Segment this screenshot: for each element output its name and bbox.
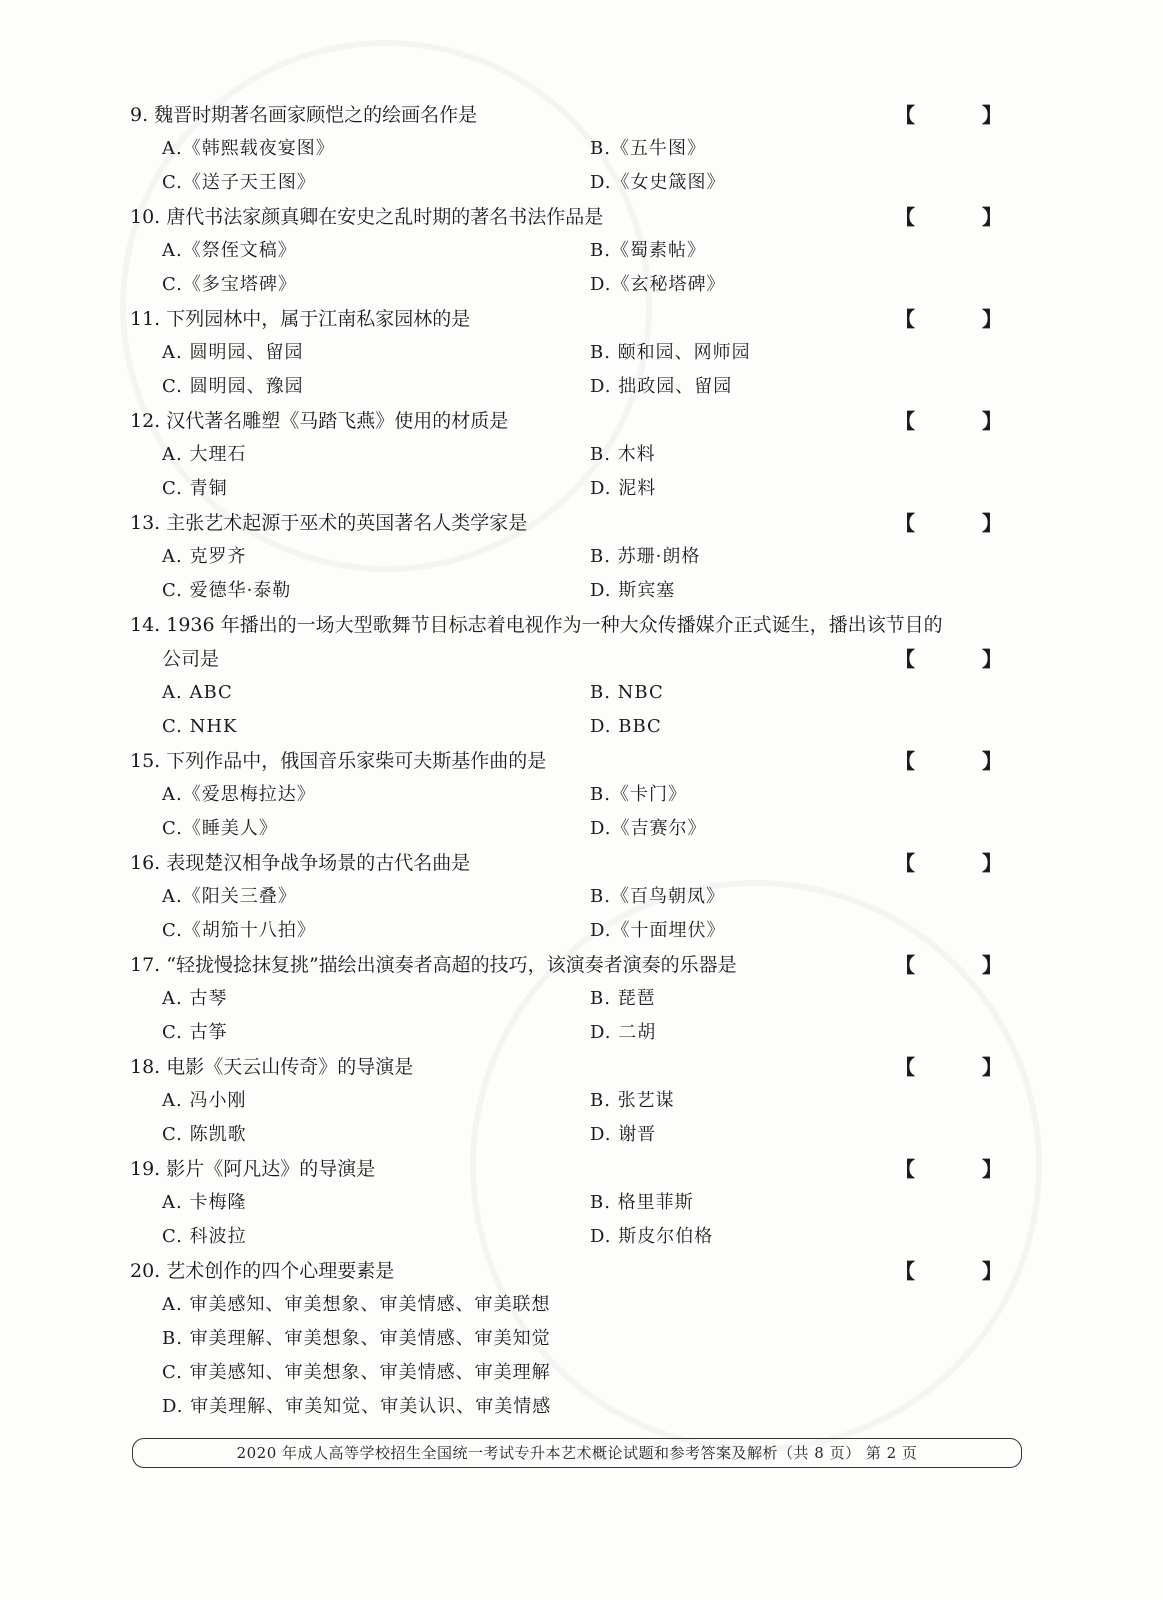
- question-stem: [130, 98, 1040, 132]
- option-b: B.《蜀素帖》: [590, 240, 706, 261]
- question-18: [130, 1050, 1040, 1152]
- question-17: [130, 948, 1040, 1050]
- question-9: [130, 98, 1040, 200]
- question-12: [130, 404, 1040, 506]
- question-16: [130, 846, 1040, 948]
- question-text: 16. 表现楚汉相争战争场景的古代名曲是: [130, 852, 471, 874]
- question-stem: [130, 846, 1040, 880]
- options: [130, 336, 1040, 404]
- question-19: [130, 1152, 1040, 1254]
- question-13: [130, 506, 1040, 608]
- options: [130, 1084, 1040, 1152]
- question-text: 20. 艺术创作的四个心理要素是: [130, 1260, 395, 1282]
- option-c: C. 审美感知、审美想象、审美情感、审美理解: [162, 1362, 551, 1383]
- option-a: A. 卡梅隆: [162, 1192, 247, 1213]
- option-c: C.《胡笳十八拍》: [162, 920, 316, 941]
- option-d: D. 泥料: [590, 478, 657, 499]
- option-a: A.《祭侄文稿》: [162, 240, 297, 261]
- question-text: 13. 主张艺术起源于巫术的英国著名人类学家是: [130, 512, 528, 534]
- option-d: D.《玄秘塔碑》: [590, 274, 726, 295]
- question-text: 17. “轻拢慢捻抹复挑”描绘出演奏者高超的技巧，该演奏者演奏的乐器是: [130, 954, 737, 976]
- question-stem: [130, 302, 1040, 336]
- option-c: C.《睡美人》: [162, 818, 278, 839]
- option-a: A.《韩熙载夜宴图》: [162, 138, 335, 159]
- question-stem: [130, 608, 1040, 642]
- answer-bracket: 【 】: [895, 307, 1032, 331]
- question-20: [130, 1254, 1040, 1424]
- answer-bracket: 【 】: [895, 647, 1032, 671]
- option-b: B. 木料: [590, 444, 656, 465]
- options: [130, 1186, 1040, 1254]
- answer-bracket: 【 】: [895, 205, 1032, 229]
- option-b: B.《卡门》: [590, 784, 687, 805]
- option-d: D.《十面埋伏》: [590, 920, 726, 941]
- option-c: C. 古筝: [162, 1022, 228, 1043]
- options: [130, 1288, 1040, 1424]
- option-b: B.《百鸟朝凤》: [590, 886, 725, 907]
- answer-bracket: 【 】: [895, 749, 1032, 773]
- question-stem: [130, 1152, 1040, 1186]
- question-stem: [130, 404, 1040, 438]
- options: [130, 880, 1040, 948]
- question-text: 12. 汉代著名雕塑《马踏飞燕》使用的材质是: [130, 410, 509, 432]
- question-text: 15. 下列作品中，俄国音乐家柴可夫斯基作曲的是: [130, 750, 547, 772]
- options: [130, 540, 1040, 608]
- options: [130, 676, 1040, 744]
- question-10: [130, 200, 1040, 302]
- page-footer: 2020 年成人高等学校招生全国统一考试专升本艺术概论试题和参考答案及解析（共 8 页） 第 2 页: [132, 1438, 1022, 1468]
- option-a: A. 圆明园、留园: [162, 342, 304, 363]
- question-stem: [130, 506, 1040, 540]
- question-14: [130, 608, 1040, 744]
- question-11: [130, 302, 1040, 404]
- option-c: C. 青铜: [162, 478, 228, 499]
- option-b: B. 琵琶: [590, 988, 656, 1009]
- option-c: C. 圆明园、豫园: [162, 376, 304, 397]
- answer-bracket: 【 】: [895, 511, 1032, 535]
- option-d: D. 斯皮尔伯格: [590, 1226, 714, 1247]
- option-a: A. 克罗齐: [162, 546, 247, 567]
- question-text: 18. 电影《天云山传奇》的导演是: [130, 1056, 414, 1078]
- option-b: B. NBC: [590, 682, 664, 703]
- option-a: A.《阳关三叠》: [162, 886, 297, 907]
- option-c: C.《多宝塔碑》: [162, 274, 297, 295]
- answer-bracket: 【 】: [895, 103, 1032, 127]
- answer-bracket: 【 】: [895, 409, 1032, 433]
- option-d: D. 斯宾塞: [590, 580, 676, 601]
- question-text: 10. 唐代书法家颜真卿在安史之乱时期的著名书法作品是: [130, 206, 604, 228]
- question-15: [130, 744, 1040, 846]
- question-stem: [130, 948, 1040, 982]
- question-stem: [130, 200, 1040, 234]
- option-c: C. 爱德华·泰勒: [162, 580, 292, 601]
- option-c: C. 陈凯歌: [162, 1124, 247, 1145]
- option-d: D. BBC: [590, 716, 662, 737]
- option-d: D.《吉赛尔》: [590, 818, 707, 839]
- question-text: 11. 下列园林中，属于江南私家园林的是: [130, 308, 471, 330]
- option-d: D. 二胡: [590, 1022, 657, 1043]
- option-a: A. 古琴: [162, 988, 228, 1009]
- option-c: C. NHK: [162, 716, 238, 737]
- options: [130, 778, 1040, 846]
- question-list: [130, 98, 1040, 1424]
- option-c: C.《送子天王图》: [162, 172, 316, 193]
- answer-bracket: 【 】: [895, 953, 1032, 977]
- option-a: A.《爱思梅拉达》: [162, 784, 316, 805]
- option-a: A. 审美感知、审美想象、审美情感、审美联想: [162, 1294, 551, 1315]
- answer-bracket: 【 】: [895, 1259, 1032, 1283]
- options: [130, 982, 1040, 1050]
- option-b: B. 张艺谋: [590, 1090, 675, 1111]
- option-a: A. 冯小刚: [162, 1090, 247, 1111]
- option-d: D. 拙政园、留园: [590, 376, 733, 397]
- option-c: C. 科波拉: [162, 1226, 247, 1247]
- answer-bracket: 【 】: [895, 1157, 1032, 1181]
- option-a: A. ABC: [162, 682, 233, 703]
- options: [130, 132, 1040, 200]
- question-stem: [130, 1050, 1040, 1084]
- option-b: B. 颐和园、网师园: [590, 342, 751, 363]
- answer-bracket: 【 】: [895, 851, 1032, 875]
- question-stem-continued: [130, 642, 1040, 676]
- option-b: B. 格里菲斯: [590, 1192, 694, 1213]
- option-a: A. 大理石: [162, 444, 247, 465]
- option-d: D. 谢晋: [590, 1124, 657, 1145]
- question-stem: [130, 744, 1040, 778]
- question-text: 14. 1936 年播出的一场大型歌舞节目标志着电视作为一种大众传播媒介正式诞生，播出该节目的: [130, 614, 943, 636]
- question-stem: [130, 1254, 1040, 1288]
- option-b: B.《五牛图》: [590, 138, 706, 159]
- question-text-continued: 公司是: [162, 648, 220, 670]
- option-b: B. 苏珊·朗格: [590, 546, 701, 567]
- options: [130, 438, 1040, 506]
- question-text: 9. 魏晋时期著名画家顾恺之的绘画名作是: [130, 104, 478, 126]
- question-text: 19. 影片《阿凡达》的导演是: [130, 1158, 376, 1180]
- option-d: D.《女史箴图》: [590, 172, 726, 193]
- option-d: D. 审美理解、审美知觉、审美认识、审美情感: [162, 1396, 552, 1417]
- option-b: B. 审美理解、审美想象、审美情感、审美知觉: [162, 1328, 551, 1349]
- options: [130, 234, 1040, 302]
- answer-bracket: 【 】: [895, 1055, 1032, 1079]
